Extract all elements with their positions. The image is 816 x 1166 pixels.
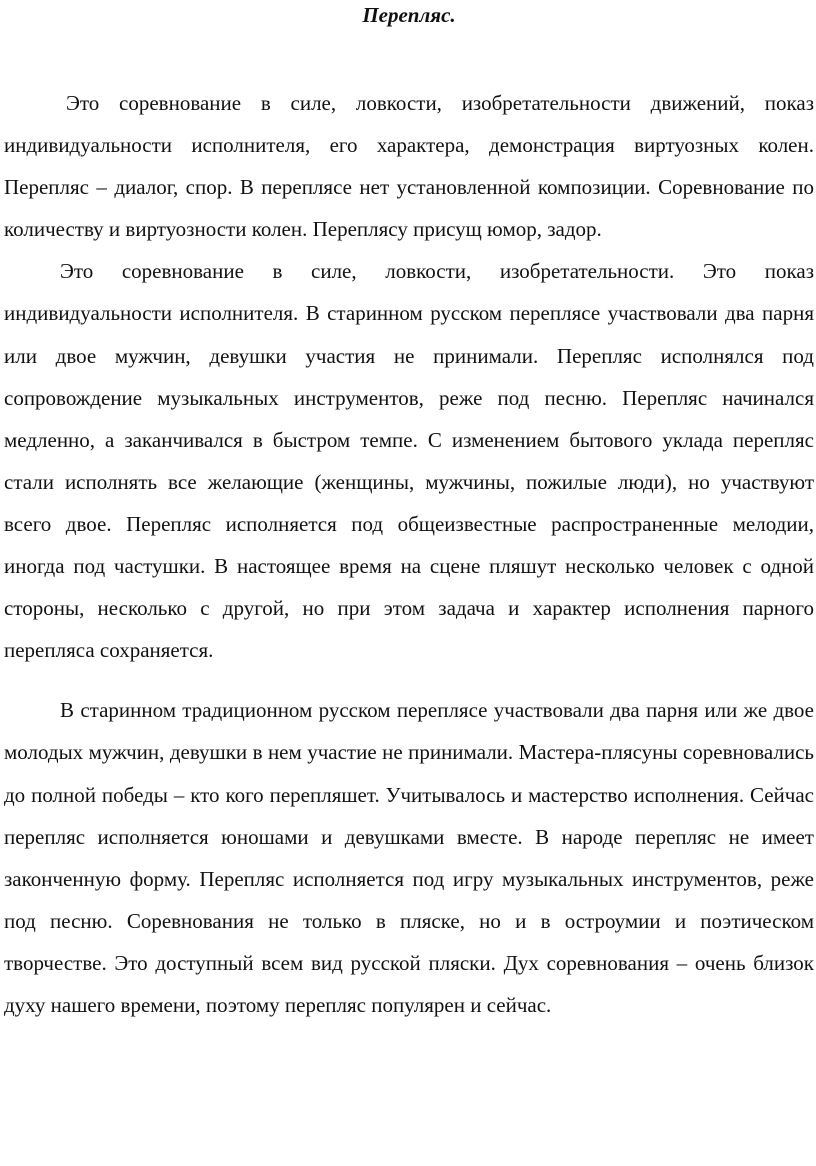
paragraph-2: Это соревнование в силе, ловкости, изобретательности. Это показ индивидуальности исполнителя. В старинном русском переплясе участвовали два парня или двое мужчин, девушки участия не принимали. Перепляс исполнялся под сопровождение музыкальных инструментов, реже под песню. Перепляс начинался медленно, а заканчивался в быстром темпе. С изменением бытового уклада перепляс стали исполнять все желающие (женщины, мужчины, пожилые люди), но участвуют всего двое. Перепляс исполняется под общеизвестные распространенные мелодии, иногда под частушки. В настоящее время на сцене пляшут несколько человек с одной стороны, несколько с другой, но при этом задача и характер исполнения парного перепляса сохраняется. [4, 259, 814, 663]
paragraph-1: Это соревнование в силе, ловкости, изобретательности движений, показ индивидуальности исполнителя, его характера, демонстрация виртуозных колен. Перепляс – диалог, спор. В переплясе нет установленной композиции. Соревнование по количеству и виртуозности колен. Переплясу присущ юмор, задор. [4, 91, 814, 242]
document-page [4, 0, 814, 1026]
paragraph-3: В старинном традиционном русском переплясе участвовали два парня или же двое молодых мужчин, девушки в нем участие не принимали. Мастера-плясуны соревновались до полной победы – кто кого перепляшет. Учитывалось и мастерство исполнения. Сейчас перепляс исполняется юношами и девушками вместе. В народе перепляс не имеет законченную форму. Перепляс исполняется под игру музыкальных инструментов, реже под песню. Соревнования не только в пляске, но и в остроумии и поэтическом творчестве. Это доступный всем вид русской пляски. Дух соревнования – очень близок духу нашего времени, поэтому перепляс популярен и сейчас. [4, 698, 814, 1017]
document-title: Перепляс. [362, 3, 456, 27]
